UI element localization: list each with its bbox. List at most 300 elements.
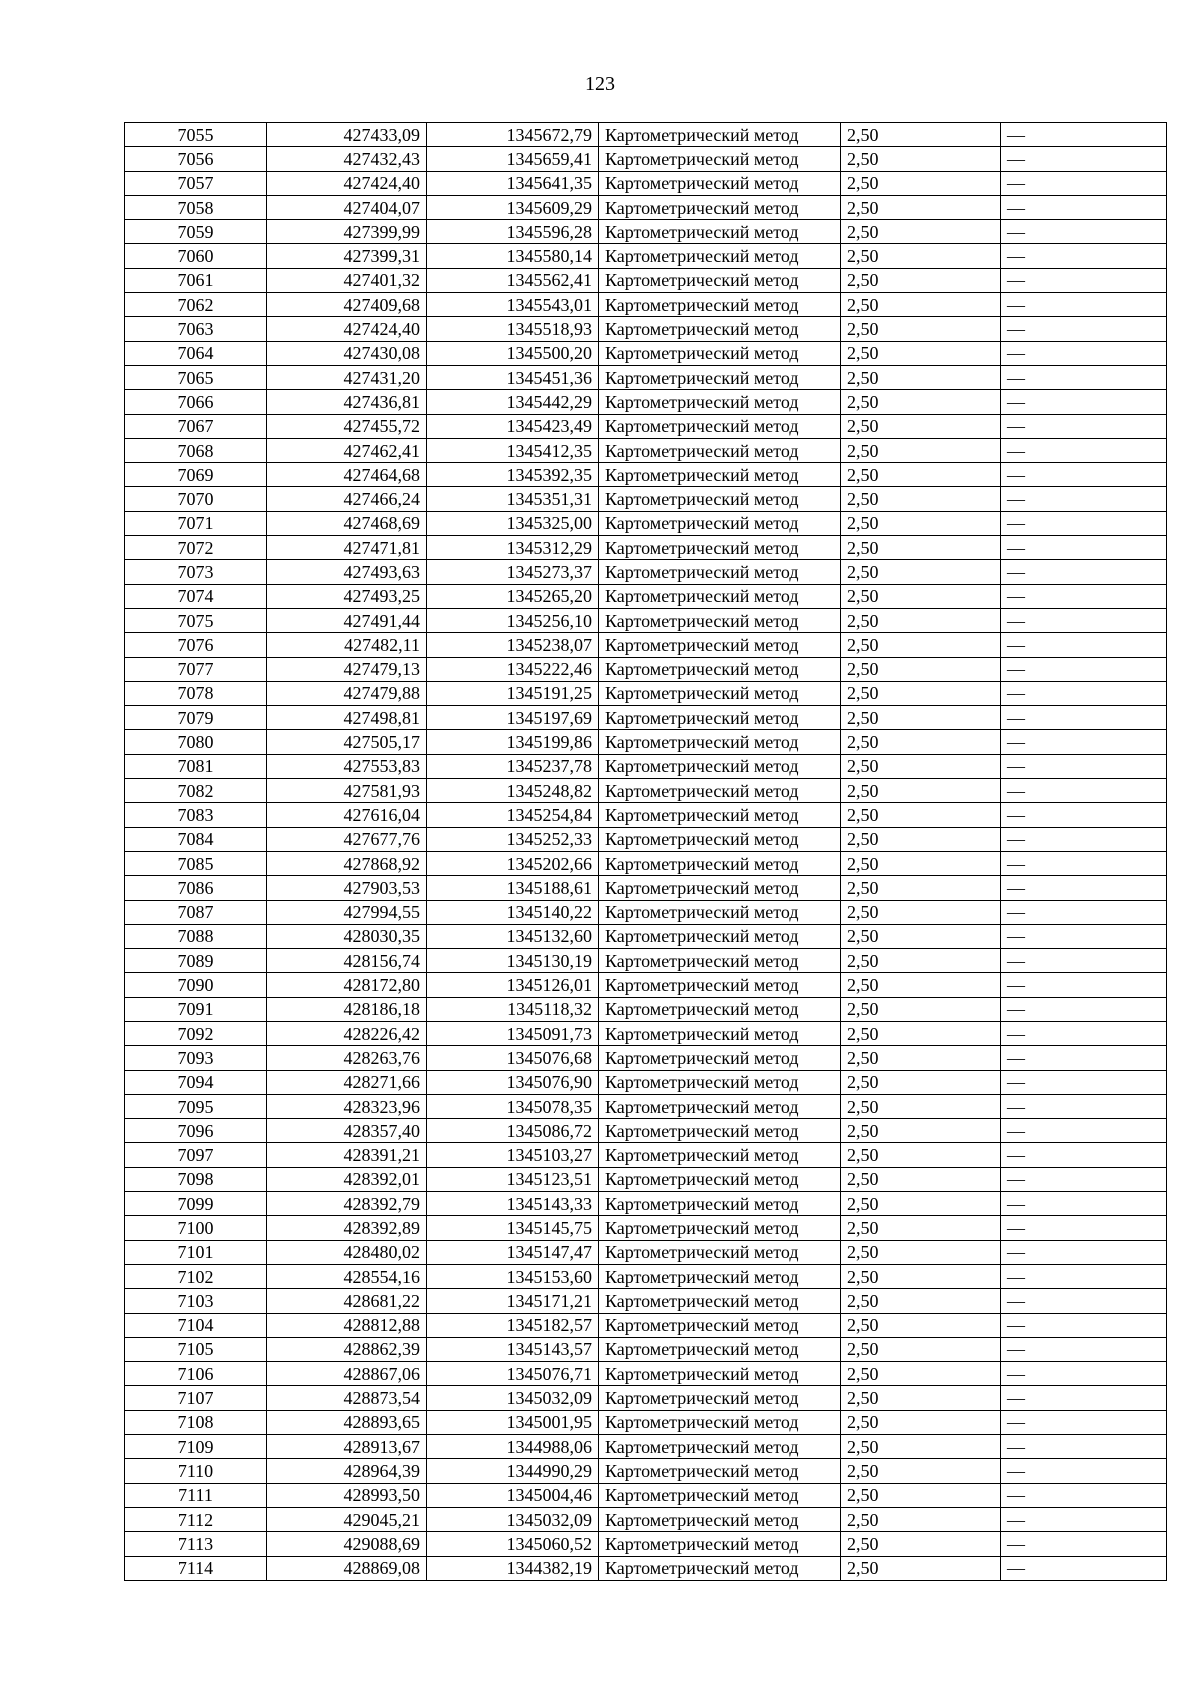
y-coordinate-cell: 1344990,29: [427, 1459, 599, 1483]
table-row: [125, 1119, 1167, 1143]
note-cell: —: [1001, 268, 1167, 292]
table-row: [125, 1532, 1167, 1556]
x-coordinate-cell: 428812,88: [267, 1313, 427, 1337]
note-cell: —: [1001, 608, 1167, 632]
accuracy-cell: 2,50: [841, 1362, 1001, 1386]
x-coordinate-cell: 427399,31: [267, 244, 427, 268]
note-cell: —: [1001, 706, 1167, 730]
point-number-cell: 7055: [125, 123, 267, 147]
method-cell: Картометрический метод: [599, 1119, 841, 1143]
note-cell: —: [1001, 730, 1167, 754]
x-coordinate-cell: 428392,79: [267, 1192, 427, 1216]
table-row: [125, 268, 1167, 292]
x-coordinate-cell: 428392,89: [267, 1216, 427, 1240]
method-cell: Картометрический метод: [599, 827, 841, 851]
method-cell: Картометрический метод: [599, 1021, 841, 1045]
note-cell: —: [1001, 1337, 1167, 1361]
method-cell: Картометрический метод: [599, 511, 841, 535]
method-cell: Картометрический метод: [599, 1046, 841, 1070]
table-row: [125, 1507, 1167, 1531]
table-row: [125, 1337, 1167, 1361]
x-coordinate-cell: 427616,04: [267, 803, 427, 827]
x-coordinate-cell: 428271,66: [267, 1070, 427, 1094]
x-coordinate-cell: 428554,16: [267, 1264, 427, 1288]
accuracy-cell: 2,50: [841, 706, 1001, 730]
note-cell: —: [1001, 560, 1167, 584]
point-number-cell: 7066: [125, 390, 267, 414]
method-cell: Картометрический метод: [599, 171, 841, 195]
x-coordinate-cell: 427399,99: [267, 220, 427, 244]
accuracy-cell: 2,50: [841, 463, 1001, 487]
table-row: [125, 1240, 1167, 1264]
method-cell: Картометрический метод: [599, 195, 841, 219]
y-coordinate-cell: 1345076,71: [427, 1362, 599, 1386]
table-row: [125, 1216, 1167, 1240]
table-row: [125, 608, 1167, 632]
table-row: [125, 487, 1167, 511]
method-cell: Картометрический метод: [599, 851, 841, 875]
point-number-cell: 7098: [125, 1167, 267, 1191]
point-number-cell: 7091: [125, 997, 267, 1021]
table-row: [125, 1556, 1167, 1580]
note-cell: —: [1001, 147, 1167, 171]
y-coordinate-cell: 1345273,37: [427, 560, 599, 584]
table-row: [125, 536, 1167, 560]
note-cell: —: [1001, 1046, 1167, 1070]
table-row: [125, 147, 1167, 171]
accuracy-cell: 2,50: [841, 1337, 1001, 1361]
table-row: [125, 317, 1167, 341]
table-row: [125, 390, 1167, 414]
x-coordinate-cell: 427482,11: [267, 633, 427, 657]
method-cell: Картометрический метод: [599, 657, 841, 681]
note-cell: —: [1001, 1070, 1167, 1094]
method-cell: Картометрический метод: [599, 1216, 841, 1240]
method-cell: Картометрический метод: [599, 924, 841, 948]
point-number-cell: 7070: [125, 487, 267, 511]
table-row: [125, 1046, 1167, 1070]
note-cell: —: [1001, 681, 1167, 705]
x-coordinate-cell: 427471,81: [267, 536, 427, 560]
y-coordinate-cell: 1345248,82: [427, 779, 599, 803]
y-coordinate-cell: 1345202,66: [427, 851, 599, 875]
accuracy-cell: 2,50: [841, 1556, 1001, 1580]
table-row: [125, 220, 1167, 244]
accuracy-cell: 2,50: [841, 851, 1001, 875]
method-cell: Картометрический метод: [599, 1532, 841, 1556]
x-coordinate-cell: 427505,17: [267, 730, 427, 754]
method-cell: Картометрический метод: [599, 1459, 841, 1483]
accuracy-cell: 2,50: [841, 657, 1001, 681]
accuracy-cell: 2,50: [841, 681, 1001, 705]
point-number-cell: 7092: [125, 1021, 267, 1045]
y-coordinate-cell: 1344988,06: [427, 1435, 599, 1459]
x-coordinate-cell: 428893,65: [267, 1410, 427, 1434]
y-coordinate-cell: 1345171,21: [427, 1289, 599, 1313]
y-coordinate-cell: 1345132,60: [427, 924, 599, 948]
table-row: [125, 123, 1167, 147]
y-coordinate-cell: 1345188,61: [427, 876, 599, 900]
y-coordinate-cell: 1345199,86: [427, 730, 599, 754]
table-row: [125, 463, 1167, 487]
table-row: [125, 584, 1167, 608]
note-cell: —: [1001, 1167, 1167, 1191]
x-coordinate-cell: 427868,92: [267, 851, 427, 875]
table-row: [125, 1192, 1167, 1216]
note-cell: —: [1001, 1410, 1167, 1434]
note-cell: —: [1001, 171, 1167, 195]
table-row: [125, 1021, 1167, 1045]
point-number-cell: 7102: [125, 1264, 267, 1288]
x-coordinate-cell: 427581,93: [267, 779, 427, 803]
x-coordinate-cell: 428480,02: [267, 1240, 427, 1264]
y-coordinate-cell: 1345500,20: [427, 341, 599, 365]
method-cell: Картометрический метод: [599, 414, 841, 438]
accuracy-cell: 2,50: [841, 997, 1001, 1021]
y-coordinate-cell: 1345182,57: [427, 1313, 599, 1337]
table-row: [125, 1070, 1167, 1094]
y-coordinate-cell: 1345060,52: [427, 1532, 599, 1556]
x-coordinate-cell: 427903,53: [267, 876, 427, 900]
x-coordinate-cell: 427432,43: [267, 147, 427, 171]
page-number: 123: [585, 73, 615, 95]
point-number-cell: 7114: [125, 1556, 267, 1580]
accuracy-cell: 2,50: [841, 1240, 1001, 1264]
point-number-cell: 7077: [125, 657, 267, 681]
method-cell: Картометрический метод: [599, 900, 841, 924]
table-row: [125, 827, 1167, 851]
table-row: [125, 293, 1167, 317]
point-number-cell: 7057: [125, 171, 267, 195]
note-cell: —: [1001, 390, 1167, 414]
y-coordinate-cell: 1345423,49: [427, 414, 599, 438]
x-coordinate-cell: 427493,63: [267, 560, 427, 584]
accuracy-cell: 2,50: [841, 1313, 1001, 1337]
method-cell: Картометрический метод: [599, 1410, 841, 1434]
method-cell: Картометрический метод: [599, 268, 841, 292]
x-coordinate-cell: 427404,07: [267, 195, 427, 219]
note-cell: —: [1001, 754, 1167, 778]
accuracy-cell: 2,50: [841, 1046, 1001, 1070]
method-cell: Картометрический метод: [599, 754, 841, 778]
table-row: [125, 1167, 1167, 1191]
x-coordinate-cell: 427409,68: [267, 293, 427, 317]
point-number-cell: 7060: [125, 244, 267, 268]
accuracy-cell: 2,50: [841, 900, 1001, 924]
point-number-cell: 7061: [125, 268, 267, 292]
point-number-cell: 7080: [125, 730, 267, 754]
y-coordinate-cell: 1345153,60: [427, 1264, 599, 1288]
note-cell: —: [1001, 1483, 1167, 1507]
point-number-cell: 7094: [125, 1070, 267, 1094]
x-coordinate-cell: 427455,72: [267, 414, 427, 438]
point-number-cell: 7081: [125, 754, 267, 778]
method-cell: Картометрический метод: [599, 1192, 841, 1216]
accuracy-cell: 2,50: [841, 293, 1001, 317]
x-coordinate-cell: 428869,08: [267, 1556, 427, 1580]
method-cell: Картометрический метод: [599, 633, 841, 657]
method-cell: Картометрический метод: [599, 1507, 841, 1531]
method-cell: Картометрический метод: [599, 1240, 841, 1264]
x-coordinate-cell: 428263,76: [267, 1046, 427, 1070]
point-number-cell: 7073: [125, 560, 267, 584]
point-number-cell: 7076: [125, 633, 267, 657]
y-coordinate-cell: 1345076,68: [427, 1046, 599, 1070]
y-coordinate-cell: 1345256,10: [427, 608, 599, 632]
point-number-cell: 7097: [125, 1143, 267, 1167]
y-coordinate-cell: 1345140,22: [427, 900, 599, 924]
method-cell: Картометрический метод: [599, 706, 841, 730]
table-row: [125, 1386, 1167, 1410]
x-coordinate-cell: 427553,83: [267, 754, 427, 778]
x-coordinate-cell: 427468,69: [267, 511, 427, 535]
accuracy-cell: 2,50: [841, 487, 1001, 511]
y-coordinate-cell: 1345103,27: [427, 1143, 599, 1167]
y-coordinate-cell: 1345312,29: [427, 536, 599, 560]
accuracy-cell: 2,50: [841, 414, 1001, 438]
point-number-cell: 7084: [125, 827, 267, 851]
note-cell: —: [1001, 1192, 1167, 1216]
point-number-cell: 7082: [125, 779, 267, 803]
x-coordinate-cell: 427424,40: [267, 317, 427, 341]
note-cell: —: [1001, 633, 1167, 657]
point-number-cell: 7103: [125, 1289, 267, 1313]
x-coordinate-cell: 427433,09: [267, 123, 427, 147]
point-number-cell: 7108: [125, 1410, 267, 1434]
accuracy-cell: 2,50: [841, 195, 1001, 219]
note-cell: —: [1001, 1556, 1167, 1580]
note-cell: —: [1001, 657, 1167, 681]
y-coordinate-cell: 1345078,35: [427, 1094, 599, 1118]
table-row: [125, 195, 1167, 219]
point-number-cell: 7093: [125, 1046, 267, 1070]
table-row: [125, 560, 1167, 584]
accuracy-cell: 2,50: [841, 1094, 1001, 1118]
note-cell: —: [1001, 851, 1167, 875]
method-cell: Картометрический метод: [599, 730, 841, 754]
method-cell: Картометрический метод: [599, 608, 841, 632]
method-cell: Картометрический метод: [599, 390, 841, 414]
note-cell: —: [1001, 900, 1167, 924]
table-row: [125, 851, 1167, 875]
note-cell: —: [1001, 949, 1167, 973]
method-cell: Картометрический метод: [599, 487, 841, 511]
x-coordinate-cell: 427424,40: [267, 171, 427, 195]
table-row: [125, 730, 1167, 754]
accuracy-cell: 2,50: [841, 1386, 1001, 1410]
point-number-cell: 7079: [125, 706, 267, 730]
note-cell: —: [1001, 1289, 1167, 1313]
note-cell: —: [1001, 1435, 1167, 1459]
accuracy-cell: 2,50: [841, 171, 1001, 195]
note-cell: —: [1001, 1119, 1167, 1143]
method-cell: Картометрический метод: [599, 293, 841, 317]
note-cell: —: [1001, 195, 1167, 219]
method-cell: Картометрический метод: [599, 803, 841, 827]
accuracy-cell: 2,50: [841, 244, 1001, 268]
note-cell: —: [1001, 220, 1167, 244]
accuracy-cell: 2,50: [841, 438, 1001, 462]
method-cell: Картометрический метод: [599, 1313, 841, 1337]
note-cell: —: [1001, 1362, 1167, 1386]
y-coordinate-cell: 1345609,29: [427, 195, 599, 219]
note-cell: —: [1001, 1386, 1167, 1410]
method-cell: Картометрический метод: [599, 1143, 841, 1167]
x-coordinate-cell: 429088,69: [267, 1532, 427, 1556]
note-cell: —: [1001, 973, 1167, 997]
table-row: [125, 1143, 1167, 1167]
y-coordinate-cell: 1345091,73: [427, 1021, 599, 1045]
note-cell: —: [1001, 803, 1167, 827]
note-cell: —: [1001, 924, 1167, 948]
method-cell: Картометрический метод: [599, 949, 841, 973]
accuracy-cell: 2,50: [841, 1119, 1001, 1143]
point-number-cell: 7086: [125, 876, 267, 900]
point-number-cell: 7088: [125, 924, 267, 948]
x-coordinate-cell: 428993,50: [267, 1483, 427, 1507]
accuracy-cell: 2,50: [841, 924, 1001, 948]
accuracy-cell: 2,50: [841, 1216, 1001, 1240]
point-number-cell: 7095: [125, 1094, 267, 1118]
table-row: [125, 657, 1167, 681]
x-coordinate-cell: 427430,08: [267, 341, 427, 365]
table-body: [125, 123, 1167, 1581]
accuracy-cell: 2,50: [841, 1167, 1001, 1191]
accuracy-cell: 2,50: [841, 1507, 1001, 1531]
method-cell: Картометрический метод: [599, 1556, 841, 1580]
note-cell: —: [1001, 997, 1167, 1021]
point-number-cell: 7068: [125, 438, 267, 462]
point-number-cell: 7064: [125, 341, 267, 365]
point-number-cell: 7065: [125, 365, 267, 389]
note-cell: —: [1001, 293, 1167, 317]
point-number-cell: 7074: [125, 584, 267, 608]
table-row: [125, 341, 1167, 365]
method-cell: Картометрический метод: [599, 341, 841, 365]
y-coordinate-cell: 1345086,72: [427, 1119, 599, 1143]
point-number-cell: 7085: [125, 851, 267, 875]
x-coordinate-cell: 428913,67: [267, 1435, 427, 1459]
method-cell: Картометрический метод: [599, 438, 841, 462]
x-coordinate-cell: 427462,41: [267, 438, 427, 462]
table-row: [125, 633, 1167, 657]
accuracy-cell: 2,50: [841, 827, 1001, 851]
y-coordinate-cell: 1345197,69: [427, 706, 599, 730]
x-coordinate-cell: 428226,42: [267, 1021, 427, 1045]
accuracy-cell: 2,50: [841, 730, 1001, 754]
y-coordinate-cell: 1345143,57: [427, 1337, 599, 1361]
y-coordinate-cell: 1345222,46: [427, 657, 599, 681]
accuracy-cell: 2,50: [841, 608, 1001, 632]
note-cell: —: [1001, 123, 1167, 147]
y-coordinate-cell: 1345238,07: [427, 633, 599, 657]
x-coordinate-cell: 428030,35: [267, 924, 427, 948]
x-coordinate-cell: 428391,21: [267, 1143, 427, 1167]
point-number-cell: 7087: [125, 900, 267, 924]
point-number-cell: 7090: [125, 973, 267, 997]
point-number-cell: 7078: [125, 681, 267, 705]
method-cell: Картометрический метод: [599, 681, 841, 705]
point-number-cell: 7104: [125, 1313, 267, 1337]
accuracy-cell: 2,50: [841, 1459, 1001, 1483]
y-coordinate-cell: 1345265,20: [427, 584, 599, 608]
note-cell: —: [1001, 463, 1167, 487]
table-row: [125, 414, 1167, 438]
x-coordinate-cell: 427436,81: [267, 390, 427, 414]
method-cell: Картометрический метод: [599, 1289, 841, 1313]
point-number-cell: 7058: [125, 195, 267, 219]
x-coordinate-cell: 428964,39: [267, 1459, 427, 1483]
note-cell: —: [1001, 1532, 1167, 1556]
table-row: [125, 1264, 1167, 1288]
accuracy-cell: 2,50: [841, 779, 1001, 803]
y-coordinate-cell: 1344382,19: [427, 1556, 599, 1580]
table-row: [125, 1313, 1167, 1337]
accuracy-cell: 2,50: [841, 876, 1001, 900]
x-coordinate-cell: 428172,80: [267, 973, 427, 997]
note-cell: —: [1001, 244, 1167, 268]
x-coordinate-cell: 428186,18: [267, 997, 427, 1021]
y-coordinate-cell: 1345147,47: [427, 1240, 599, 1264]
y-coordinate-cell: 1345451,36: [427, 365, 599, 389]
x-coordinate-cell: 428392,01: [267, 1167, 427, 1191]
y-coordinate-cell: 1345126,01: [427, 973, 599, 997]
note-cell: —: [1001, 1264, 1167, 1288]
y-coordinate-cell: 1345672,79: [427, 123, 599, 147]
accuracy-cell: 2,50: [841, 1143, 1001, 1167]
note-cell: —: [1001, 341, 1167, 365]
method-cell: Картометрический метод: [599, 463, 841, 487]
table-row: [125, 438, 1167, 462]
point-number-cell: 7105: [125, 1337, 267, 1361]
accuracy-cell: 2,50: [841, 1289, 1001, 1313]
accuracy-cell: 2,50: [841, 390, 1001, 414]
method-cell: Картометрический метод: [599, 1435, 841, 1459]
table-row: [125, 706, 1167, 730]
x-coordinate-cell: 427431,20: [267, 365, 427, 389]
method-cell: Картометрический метод: [599, 244, 841, 268]
table-row: [125, 244, 1167, 268]
note-cell: —: [1001, 1240, 1167, 1264]
method-cell: Картометрический метод: [599, 1094, 841, 1118]
table-row: [125, 171, 1167, 195]
accuracy-cell: 2,50: [841, 365, 1001, 389]
table-row: [125, 365, 1167, 389]
x-coordinate-cell: 427491,44: [267, 608, 427, 632]
accuracy-cell: 2,50: [841, 536, 1001, 560]
accuracy-cell: 2,50: [841, 1532, 1001, 1556]
table-row: [125, 779, 1167, 803]
x-coordinate-cell: 427401,32: [267, 268, 427, 292]
note-cell: —: [1001, 876, 1167, 900]
note-cell: —: [1001, 511, 1167, 535]
method-cell: Картометрический метод: [599, 973, 841, 997]
method-cell: Картометрический метод: [599, 997, 841, 1021]
y-coordinate-cell: 1345130,19: [427, 949, 599, 973]
accuracy-cell: 2,50: [841, 754, 1001, 778]
table-row: [125, 511, 1167, 535]
method-cell: Картометрический метод: [599, 779, 841, 803]
method-cell: Картометрический метод: [599, 584, 841, 608]
table-row: [125, 900, 1167, 924]
x-coordinate-cell: 427479,88: [267, 681, 427, 705]
method-cell: Картометрический метод: [599, 1264, 841, 1288]
note-cell: —: [1001, 438, 1167, 462]
method-cell: Картометрический метод: [599, 876, 841, 900]
point-number-cell: 7100: [125, 1216, 267, 1240]
x-coordinate-cell: 427498,81: [267, 706, 427, 730]
point-number-cell: 7069: [125, 463, 267, 487]
